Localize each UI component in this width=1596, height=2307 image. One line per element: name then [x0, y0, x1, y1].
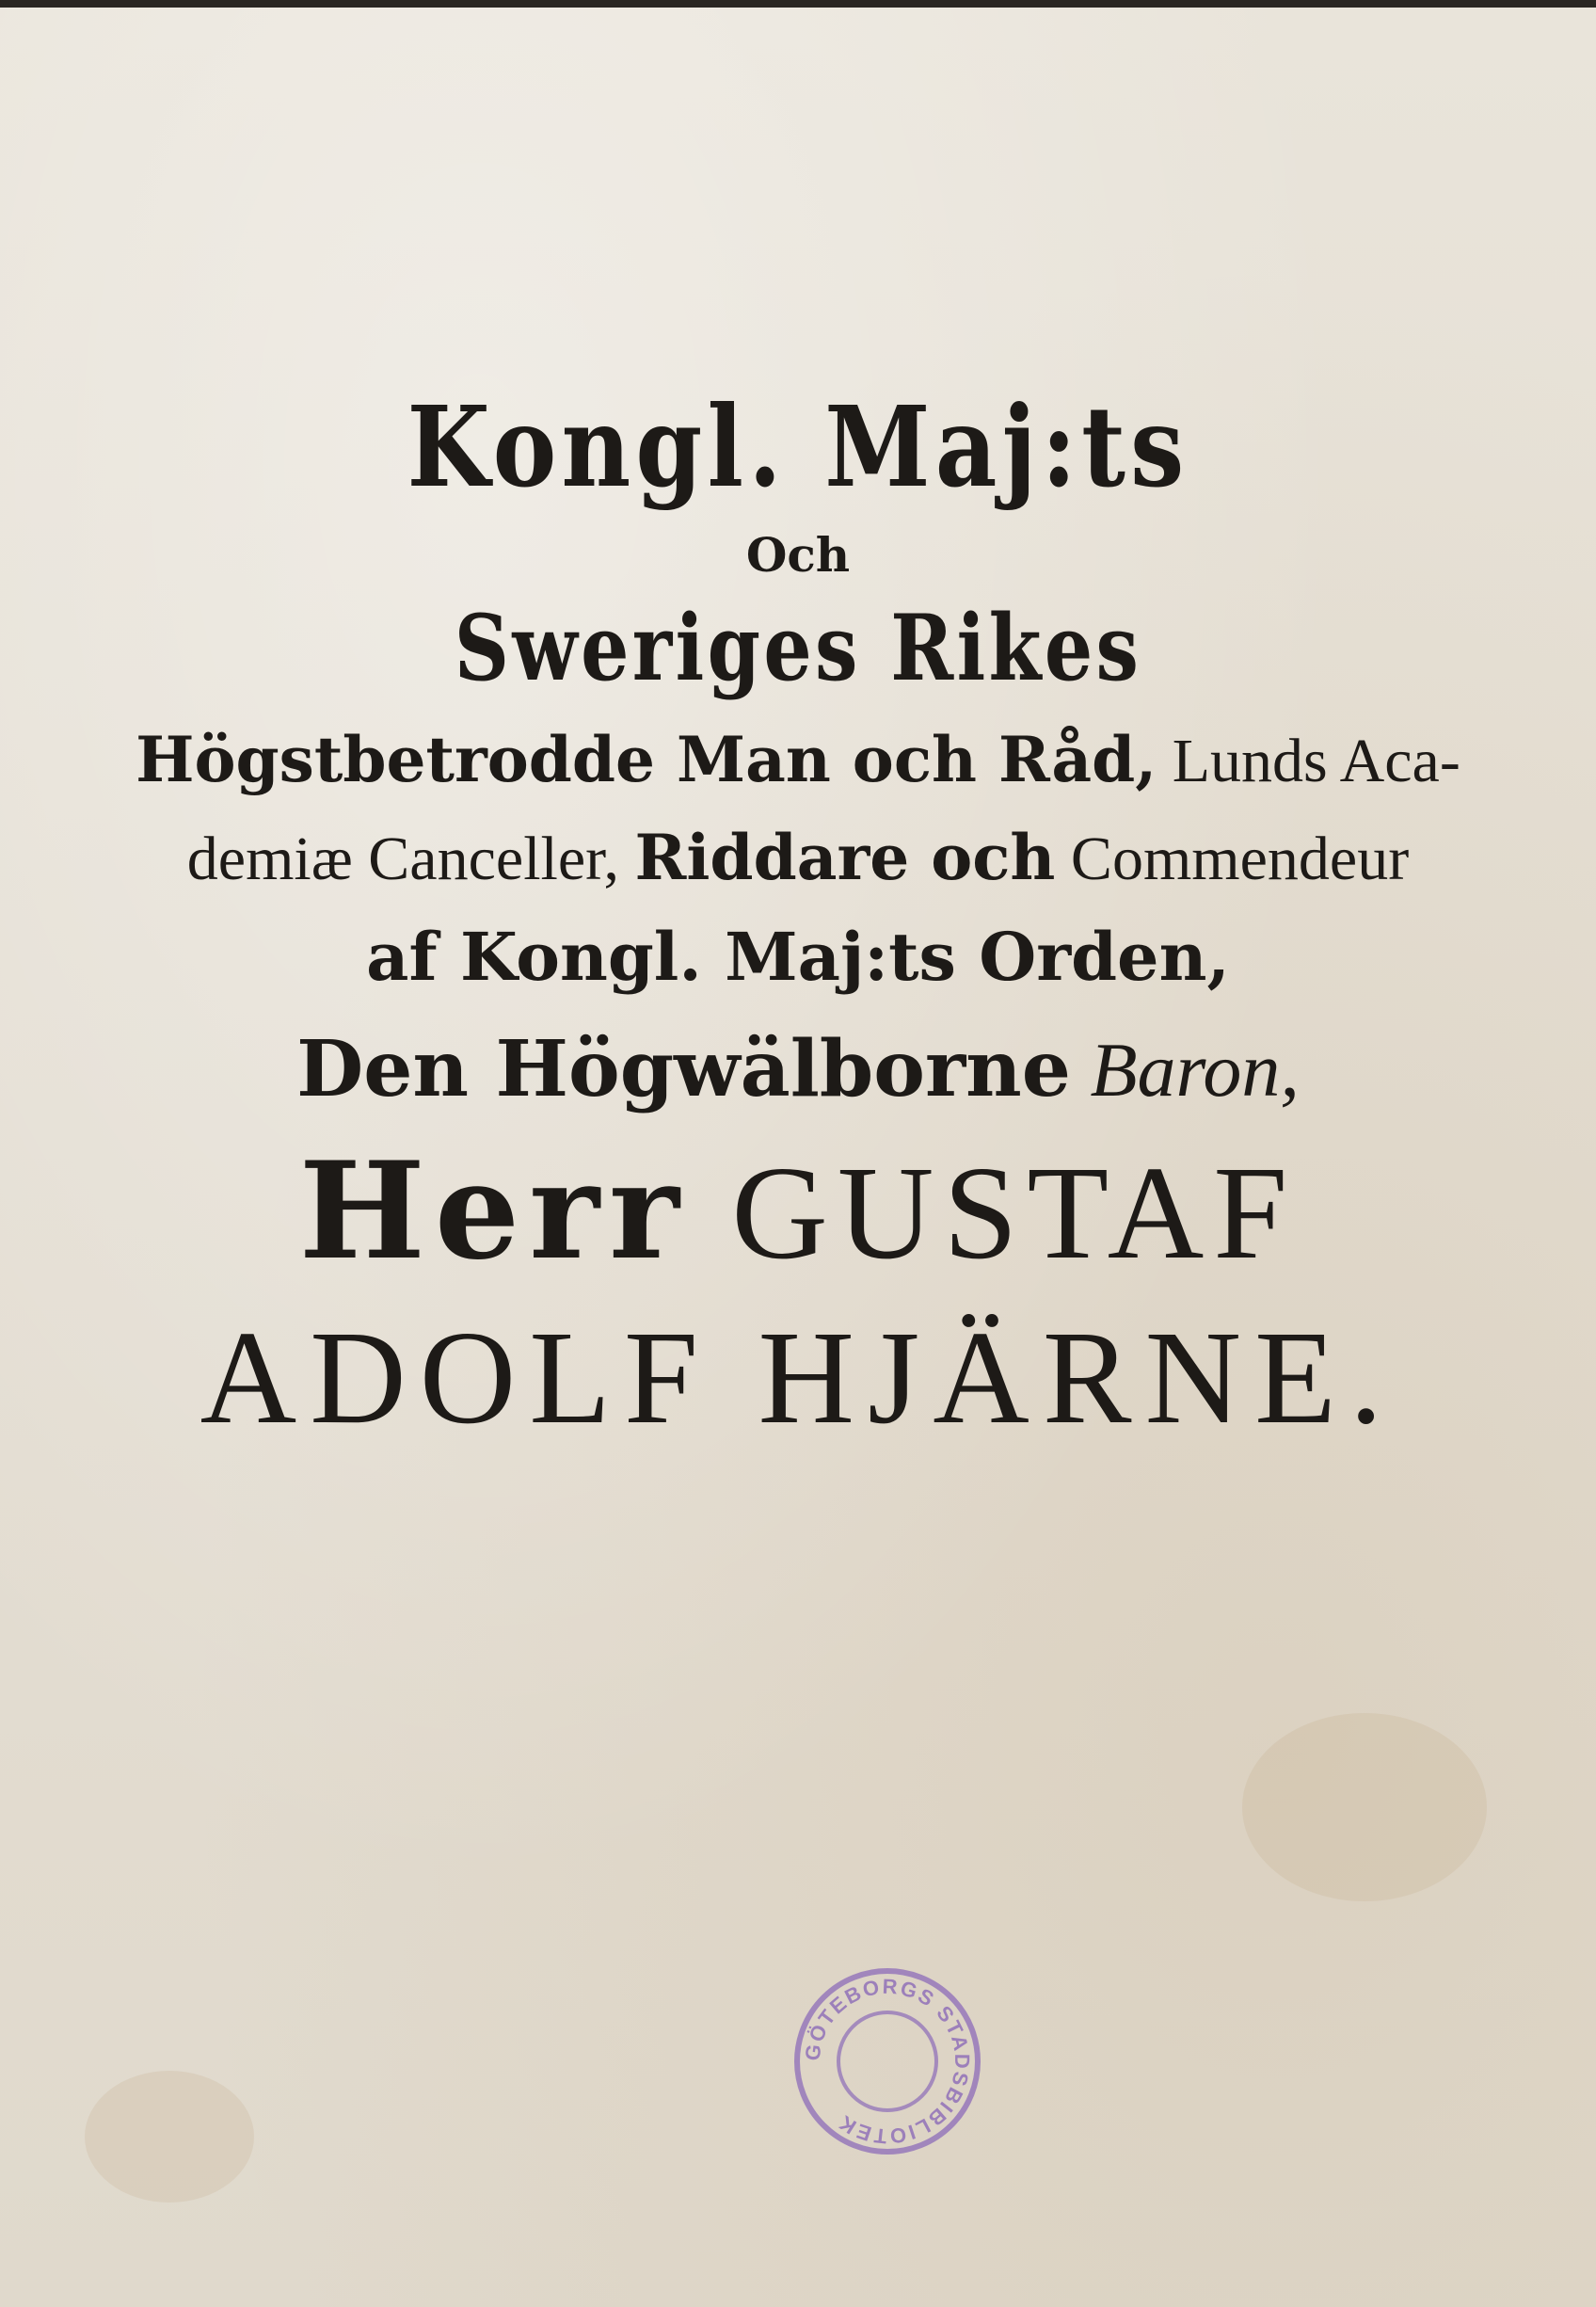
fraktur-segment: Högstbetrodde Man och Råd, — [136, 723, 1157, 796]
italic-segment: Baron, — [1090, 1027, 1300, 1113]
page-top-edge — [0, 0, 1596, 8]
fraktur-segment: Riddare och — [634, 821, 1056, 894]
fraktur-segment: Herr — [298, 1133, 689, 1290]
roman-segment: Lunds Aca- — [1172, 727, 1460, 795]
paper-stain — [85, 2071, 254, 2203]
title-line-orden: af Kongl. Maj:ts Orden, — [366, 918, 1230, 996]
title-line-adolf-hjarne: ADOLF HJÄRNE. — [200, 1303, 1396, 1451]
library-stamp — [789, 1963, 986, 2160]
svg-text:GÖTEBORGS STADSBIBLIOTEK — [801, 1975, 975, 2149]
title-line-herr-gustaf — [0, 1129, 1596, 1294]
title-line-hogwalborne — [0, 1010, 1596, 1129]
title-line-hogstbetrodde — [0, 709, 1596, 810]
fraktur-segment: Den Högwälborne — [296, 1024, 1071, 1114]
title-line-sweriges-rikes: Sweriges Rikes — [454, 595, 1142, 701]
roman-segment: demiæ Canceller, — [186, 825, 619, 893]
title-line-canceller — [0, 810, 1596, 905]
stamp-text: GÖTEBORGS STADSBIBLIOTEK — [800, 1974, 975, 2149]
paper-stain — [1242, 1713, 1487, 1901]
roman-segment: Commendeur — [1070, 825, 1410, 893]
roman-segment: GUSTAF — [731, 1138, 1298, 1287]
title-line-och: Och — [745, 527, 851, 583]
title-line-majesty: Kongl. Maj:ts — [407, 381, 1189, 512]
title-block — [0, 372, 1596, 1460]
